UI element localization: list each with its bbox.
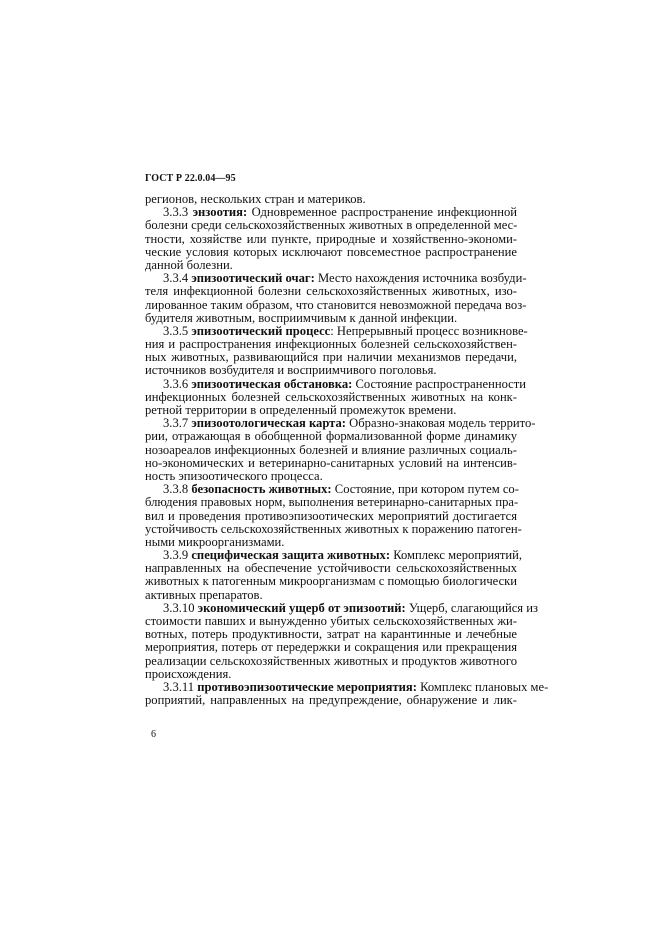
term: эпизоотический процесс [191, 323, 331, 338]
definition-line: будителя животным, восприимчивым к данной инфекции. [145, 310, 458, 325]
definition-text: Ущерб, слагающийся из [405, 600, 538, 615]
definition-3-3-3 [145, 206, 517, 272]
clause-number: 3.3.10 [163, 600, 195, 615]
definition-line: теля инфекционной болезни сельскохозяйственных животных, изо- [145, 284, 517, 299]
definition-line: реализации сельскохозяйственных животных и продуктов животного [145, 653, 517, 668]
definition-text: Комплекс мероприятий, [390, 548, 523, 563]
definition-line: ными микроорганизмами. [145, 534, 285, 549]
term: противоэпизоотические мероприятия: [197, 679, 417, 694]
definition-line: нозоареалов инфекционных болезней и влияние различных социаль- [145, 442, 517, 457]
page-number: 6 [151, 729, 156, 740]
definition-3-3-5 [145, 323, 528, 378]
definition-line: роприятий, направленных на предупреждение, обнаружение и лик- [145, 693, 517, 708]
term: эпизоотическая обстановка: [191, 376, 353, 391]
definition-text: Одновременное распространение инфекционной [247, 205, 517, 220]
definition-text: Состояние распространенности [352, 376, 527, 391]
definition-3-3-4 [145, 271, 527, 325]
definition-3-3-6 [145, 376, 527, 418]
lead-line: регионов, нескольких стран и материков. [145, 192, 366, 206]
term: экономический ущерб от эпизоотий: [197, 600, 406, 615]
definition-line: болезни среди сельскохозяйственных животных в определенной мес- [145, 218, 518, 233]
clause-number: 3.3.6 [163, 376, 189, 391]
term: энзоотия: [192, 205, 248, 220]
definition-line: мероприятия, потерь от передержки и сокращения или прекращения [145, 640, 517, 655]
document-body [145, 192, 549, 708]
definition-text: : Непрерывный процесс возникнове- [330, 323, 528, 338]
definition-3-3-8 [145, 482, 522, 549]
definition-line: вотных, потерь продуктивности, затрат на карантинные и лечебные [145, 627, 517, 642]
definition-line: лированное таким образом, что становится невозможной передача воз- [145, 297, 527, 312]
definition-line: но-экономических и ветеринарно-санитарных условий на интенсив- [145, 455, 517, 470]
definition-line: стоимости павших и вынужденно убитых сельскохозяйственных жи- [145, 614, 517, 628]
standard-header: ГОСТ Р 22.0.04—95 [145, 173, 236, 184]
definition-line: тности, хозяйстве или пункте, природные и хозяйственно-экономи- [145, 231, 517, 246]
definition-line: инфекционных болезней сельскохозяйственных животных на конк- [145, 389, 517, 404]
definition-3-3-7 [145, 416, 536, 483]
clause-number: 3.3.9 [163, 548, 189, 563]
clause-number: 3.3.5 [163, 323, 189, 338]
definition-line: устойчивость сельскохозяйственных животных к поражению патоген- [145, 521, 522, 536]
term: эпизоотологическая карта: [191, 416, 346, 431]
clause-number: 3.3.11 [163, 679, 195, 694]
definition-text: Место нахождения источника возбуди- [314, 271, 527, 286]
definition-line: направленных на обеспечение устойчивости сельскохозяйственных [145, 561, 517, 576]
definition-first-line [145, 376, 527, 391]
definition-line: ность эпизоотического процесса. [145, 468, 323, 483]
definition-line: животных к патогенным микроорганизмам с помощью биологически [145, 574, 518, 589]
clause-number: 3.3.8 [163, 482, 189, 497]
definition-line: ния и распространения инфекционных болезней сельскохозяйствен- [145, 337, 517, 352]
definition-line: вил и проведения противоэпизоотических мероприятий достигается [145, 508, 517, 523]
term: эпизоотический очаг: [191, 271, 315, 286]
definition-line: ческие условия которых исключают повсеместное распространение [145, 244, 517, 259]
clause-number: 3.3.4 [163, 271, 189, 286]
definition-3-3-10 [145, 600, 538, 681]
definition-line: рии, отражающая в обобщенной формализованной форме динамику [145, 429, 517, 444]
definition-line: блюдения правовых норм, выполнения ветеринарно-санитарных пра- [145, 495, 519, 510]
definition-3-3-11 [145, 679, 549, 708]
definition-text: Образно-знаковая модель террито- [346, 416, 536, 431]
definition-line: ретной территории в определенный промежуток времени. [145, 403, 457, 417]
definition-line: активных препаратов. [145, 587, 263, 602]
definition-3-3-9 [145, 548, 523, 602]
definition-text: Состояние, при котором путем со- [331, 482, 519, 497]
definition-line: источников возбудителя и восприимчивого поголовья. [145, 363, 437, 378]
term: безопасность животных: [191, 482, 332, 497]
definition-text: Комплекс плановых ме- [416, 679, 549, 694]
clause-number: 3.3.7 [163, 416, 189, 431]
definition-line: происхождения. [145, 666, 232, 681]
clause-number: 3.3.3 [163, 205, 189, 220]
term: специфическая защита животных: [191, 548, 391, 563]
definition-line: данной болезни. [145, 257, 233, 272]
definition-line: ных животных, развивающийся при наличии механизмов передачи, [145, 350, 517, 365]
